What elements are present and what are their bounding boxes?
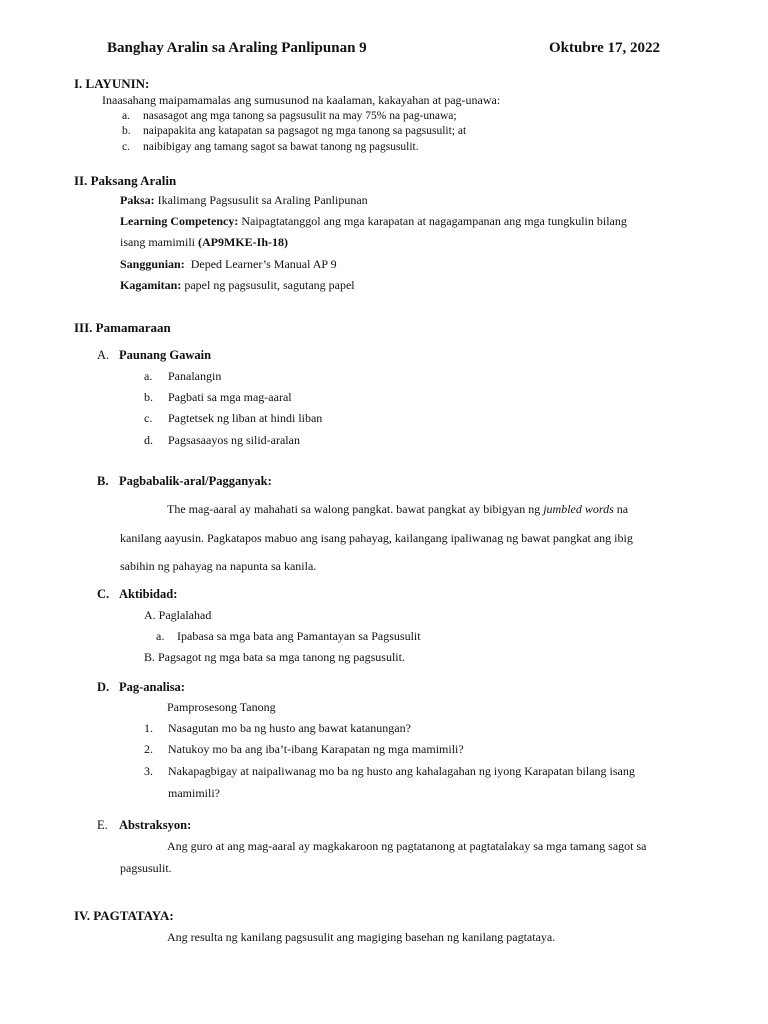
paksa-row — [120, 193, 368, 208]
list-item-text: Natukoy mo ba ang iba’t-ibang Karapatan ng mga mamimili? — [168, 742, 464, 756]
section-pagtataya-heading: IV. PAGTATAYA: — [74, 908, 174, 923]
section-layunin-heading: I. LAYUNIN: — [74, 76, 150, 91]
paragraph-italic-text: jumbled words — [543, 502, 614, 516]
list-item — [122, 141, 419, 153]
subsection-label: Pagbabalik-aral/Pagganyak: — [119, 474, 272, 488]
list-item-text-cont: mamimili? — [168, 786, 220, 800]
subsection-heading — [97, 818, 191, 833]
analysis-intro: Pamprosesong Tanong — [167, 700, 276, 714]
list-item — [144, 390, 292, 405]
subsection-marker: A. — [97, 348, 110, 362]
learning-competency-code: (AP9MKE-Ih-18) — [198, 235, 288, 249]
subsection-marker: D. — [97, 680, 110, 694]
subsection-label: Aktibidad: — [119, 587, 178, 601]
list-item — [144, 369, 221, 384]
paksa-value: Ikalimang Pagsusulit sa Araling Panlipunan — [157, 193, 368, 207]
subsection-marker: B. — [97, 474, 109, 488]
list-item — [144, 742, 464, 757]
paksa-label: Paksa: — [120, 193, 155, 207]
paragraph-text: The mag-aaral ay mahahati sa walong pangkat. bawat pangkat ay bibigyan ng — [167, 502, 541, 516]
learning-competency-value: Naipagtatanggol ang mga karapatan at nagagampanan ang mga tungkulin bilang — [241, 214, 627, 228]
paragraph-line: Ang guro at ang mag-aaral ay magkakaroon ng pagtatanong at pagtatalakay sa mga tamang sagot sa — [167, 839, 647, 853]
pagtataya-text: Ang resulta ng kanilang pagsusulit ang magiging basehan ng kanilang pagtataya. — [167, 930, 556, 944]
subsection-label: Abstraksyon: — [119, 818, 192, 832]
list-marker: 2. — [144, 742, 153, 756]
kagamitan-label: Kagamitan: — [120, 278, 182, 292]
paragraph-line: pagsusulit. — [120, 861, 172, 875]
section-paksang-aralin-heading: II. Paksang Aralin — [74, 173, 177, 188]
activity-sub-b: B. Pagsagot ng mga bata sa mga tanong ng pagsusulit. — [144, 650, 405, 664]
list-item-text: Ipabasa sa mga bata ang Pamantayan sa Pagsusulit — [177, 629, 421, 643]
learning-competency-row-cont — [120, 235, 288, 250]
list-item-text: naibibigay ang tamang sagot sa bawat tanong ng pagsusulit. — [143, 141, 419, 153]
kagamitan-value: papel ng pagsusulit, sagutang papel — [184, 278, 355, 292]
list-item-text: Pagtetsek ng liban at hindi liban — [168, 411, 323, 425]
list-item-text: Nakapagbigay at naipaliwanag mo ba ng husto ang kahalagahan ng iyong Karapatan bilang isang — [168, 764, 635, 778]
section-pamamaraan-heading: III. Pamamaraan — [74, 320, 171, 335]
list-item — [156, 629, 421, 644]
learning-competency-row — [120, 214, 627, 229]
list-item-text: Pagsasaayos ng silid-aralan — [168, 433, 300, 447]
subsection-marker: E. — [97, 818, 108, 832]
subsection-marker: C. — [97, 587, 110, 601]
list-marker: a. — [156, 629, 165, 643]
list-item-text: naipapakita ang katapatan sa pagsagot ng mga tanong sa pagsusulit; at — [143, 125, 467, 137]
kagamitan-row — [120, 278, 355, 293]
list-marker: 1. — [144, 721, 153, 735]
subsection-label: Pag-analisa: — [119, 680, 185, 694]
list-marker: b. — [144, 390, 153, 404]
list-marker: a. — [122, 110, 130, 122]
layunin-intro: Inaasahang maipamamalas ang sumusunod na kaalaman, kakayahan at pag-unawa: — [102, 93, 501, 107]
list-item-text: Nasagutan mo ba ng husto ang bawat katanungan? — [168, 721, 411, 735]
list-item-text: Pagbati sa mga mag-aaral — [168, 390, 292, 404]
list-marker: c. — [144, 411, 153, 425]
list-marker: c. — [122, 141, 130, 153]
sanggunian-value: Deped Learner’s Manual AP 9 — [190, 257, 337, 271]
learning-competency-label: Learning Competency: — [120, 214, 239, 228]
list-item — [122, 125, 466, 137]
list-marker: a. — [144, 369, 153, 383]
subsection-heading — [97, 587, 177, 602]
paragraph-line: sabihin ng pahayag na napunta sa kanila. — [120, 559, 317, 573]
list-item-text: Panalangin — [168, 369, 222, 383]
learning-competency-value-cont: isang mamimili — [120, 235, 195, 249]
list-item — [144, 764, 635, 779]
sanggunian-row — [120, 257, 337, 272]
list-marker: 3. — [144, 764, 153, 778]
list-marker: d. — [144, 433, 153, 447]
subsection-label: Paunang Gawain — [119, 348, 212, 362]
subsection-heading — [97, 474, 272, 489]
list-marker: b. — [122, 125, 131, 137]
subsection-heading — [97, 348, 211, 363]
sanggunian-label: Sanggunian: — [120, 257, 185, 271]
activity-sub-a: A. Paglalahad — [144, 608, 212, 622]
list-item-text: nasasagot ang mga tanong sa pagsusulit na may 75% na pag-unawa; — [143, 110, 457, 122]
paragraph-text: na — [616, 502, 629, 516]
list-item — [122, 110, 457, 122]
list-item — [144, 433, 300, 448]
paragraph-line: kanilang aayusin. Pagkatapos mabuo ang isang pahayag, kailangang ipaliwanag ng bawat pangkat ang ibig — [120, 531, 633, 545]
list-item — [144, 721, 411, 736]
subsection-heading — [97, 680, 185, 695]
document-date: Oktubre 17, 2022 — [549, 40, 660, 56]
document-title: Banghay Aralin sa Araling Panlipunan 9 — [107, 40, 367, 56]
paragraph-line — [167, 502, 628, 517]
list-item — [144, 411, 322, 426]
